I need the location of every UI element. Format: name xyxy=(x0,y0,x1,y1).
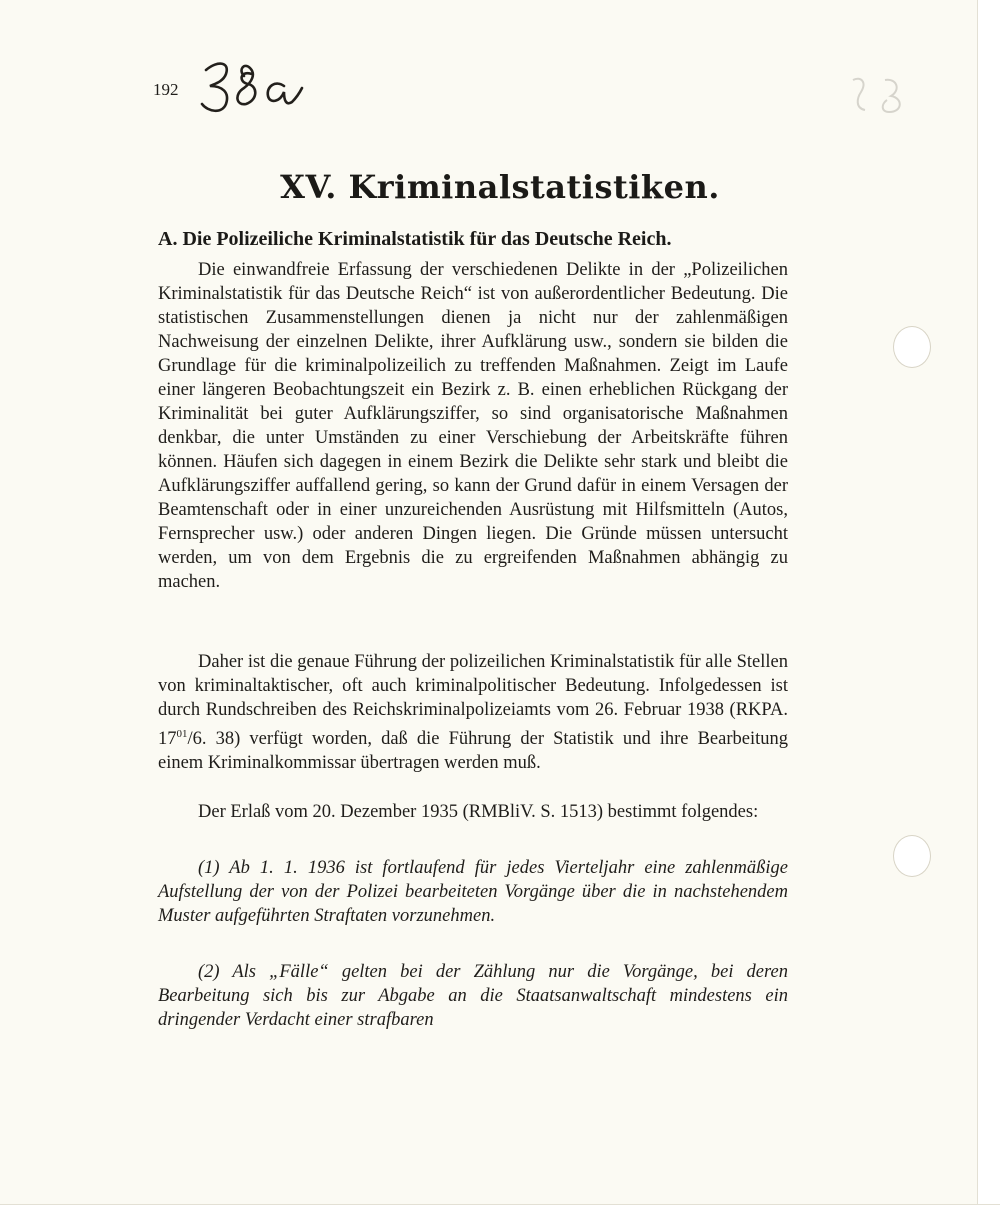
paragraph-2-superscript: 01 xyxy=(176,728,188,740)
body-paragraph-1 xyxy=(158,258,788,594)
punch-hole-top xyxy=(893,326,931,368)
punch-hole-bottom xyxy=(893,835,931,877)
page-edge-bottom xyxy=(0,1204,1000,1219)
paragraph-2-text-b: /6. 38) verfügt worden, daß die Führung der Statistik und ihre Bearbeitung einem Kriminalkommissar übertragen werden muß. xyxy=(158,729,788,774)
paragraph-3-text: Der Erlaß vom 20. Dezember 1935 (RMBliV. S. 1513) bestimmt folgendes: xyxy=(198,802,759,822)
decree-clause-2 xyxy=(158,960,788,1032)
paragraph-2-text-a: Daher ist die genaue Führung der polizeilichen Kriminalstatistik für alle Stellen von kriminaltaktischer, oft auch kriminalpolitischer Bedeutung. Infolgedessen ist durch Rundschreiben des Reichskriminalpolizeiamts vom 26. Februar 1938 (RKPA. 17 xyxy=(158,652,788,750)
decree-clause-2-text: (2) Als „Fälle“ gelten bei der Zählung nur die Vorgänge, bei deren Bearbeitung sich bis zur Abgabe an die Staatsanwaltschaft mindestens ein dringender Verdacht einer strafbaren xyxy=(158,962,788,1030)
faint-handwriting-mark xyxy=(845,70,915,120)
handwritten-page-note xyxy=(196,52,306,116)
section-heading: A. Die Polizeiliche Kriminalstatistik für das Deutsche Reich. xyxy=(158,228,672,250)
decree-clause-1-text: (1) Ab 1. 1. 1936 ist fortlaufend für jedes Vierteljahr eine zahlenmäßige Aufstellung der von der Polizei bearbeiteten Vorgänge über die in nachstehendem Muster aufgeführten Straftaten vorzunehmen. xyxy=(158,858,788,926)
body-paragraph-3 xyxy=(158,800,788,824)
paragraph-1-text: Die einwandfreie Erfassung der verschiedenen Delikte in der „Polizeilichen Kriminalstatistik für das Deutsche Reich“ ist von außerordentlicher Bedeutung. Die statistischen Zusammenstellungen dienen ja nicht nur der zahlenmäßigen Nachweisung der einzelnen Delikte, ihrer Aufklärung usw., sondern sie bilden die Grundlage für die kriminalpolizeilich zu treffenden Maßnahmen. Zeigt im Laufe einer längeren Beobachtungszeit ein Bezirk z. B. einen erheblichen Rückgang der Kriminalität bei guter Aufklärungsziffer, so sind organisatorische Maßnahmen denkbar, die unter Umständen zu einer Verschiebung der Arbeitskräfte führen können. Häufen sich dagegen in einem Bezirk die Delikte sehr stark und bleibt die Aufklärungsziffer auffallend gering, so kann der Grund dafür in einem Versagen der Beamtenschaft oder in einer unzureichenden Ausrüstung mit Hilfsmitteln (Autos, Fernsprecher usw.) oder anderen Dingen liegen. Die Gründe müssen untersucht werden, um von dem Ergebnis die zu ergreifenden Maßnahmen abhängig zu machen. xyxy=(158,260,788,592)
document-title: XV. Kriminalstatistiken. xyxy=(280,168,720,206)
body-paragraph-2 xyxy=(158,650,788,775)
page-number: 192 xyxy=(153,80,179,99)
decree-clause-1 xyxy=(158,856,788,928)
